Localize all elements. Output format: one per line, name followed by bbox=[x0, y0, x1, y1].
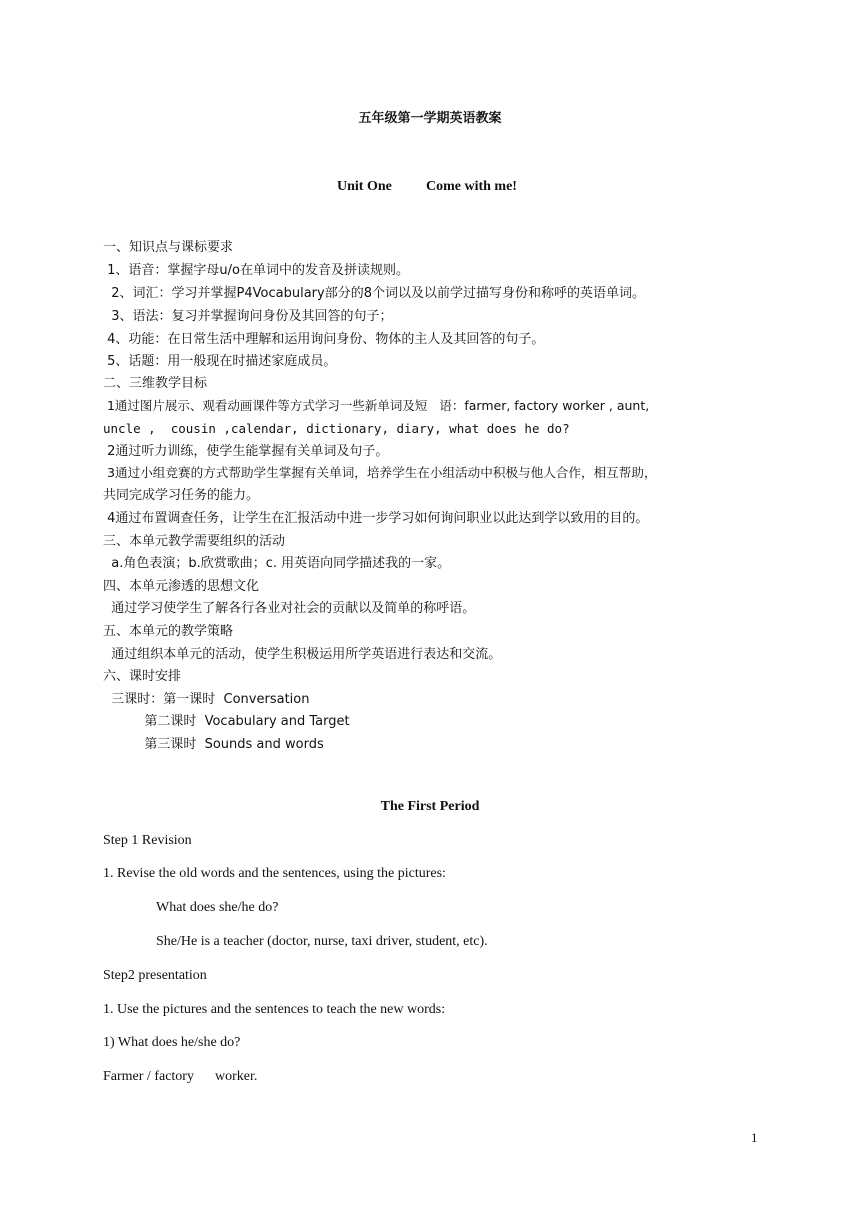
section-2-goal-3: 3通过小组竞赛的方式帮助学生掌握有关单词，培养学生在小组活动中积极与他人合作，相互帮助， bbox=[103, 465, 657, 480]
step-1-heading: Step 1 Revision bbox=[103, 833, 192, 848]
sample-answer: She/He is a teacher (doctor, nurse, taxi driver, student, etc). bbox=[156, 934, 488, 949]
section-4-heading: 四、本单元渗透的思想文化 bbox=[103, 579, 260, 594]
section-1-item: 2、词汇：学习并掌握P4Vocabulary部分的8个词以及以前学过描写身份和称呼的英语单词。 bbox=[103, 286, 645, 301]
section-1-item: 4、功能：在日常生活中理解和运用询问身份、物体的主人及其回答的句子。 bbox=[103, 332, 545, 347]
section-4-body: 通过学习使学生了解各行各业对社会的贡献以及简单的称呼语。 bbox=[103, 601, 476, 616]
document-title: 五年级第一学期英语教案 bbox=[358, 111, 502, 126]
section-2-goal-1-cont: uncle , cousin ,calendar, dictionary, diary, what does he do? bbox=[103, 421, 570, 436]
section-2-goal-2: 2通过听力训练，使学生能掌握有关单词及句子。 bbox=[103, 444, 389, 459]
sample-question: What does she/he do? bbox=[156, 900, 279, 915]
section-3-body: a.角色表演；b.欣赏歌曲；c. 用英语向同学描述我的一家。 bbox=[103, 556, 451, 571]
section-1-item: 5、话题：用一般现在时描述家庭成员。 bbox=[103, 354, 337, 369]
unit-name: Come with me! bbox=[426, 179, 517, 194]
page-number: 1 bbox=[751, 1130, 758, 1145]
section-6-heading: 六、课时安排 bbox=[103, 669, 182, 684]
period-heading: The First Period bbox=[380, 799, 480, 814]
new-words-line: Farmer / factory worker. bbox=[103, 1069, 258, 1084]
step-2-item: 1. Use the pictures and the sentences to teach the new words: bbox=[103, 1002, 446, 1017]
schedule-line: 第二课时 Vocabulary and Target bbox=[103, 714, 350, 729]
schedule-line: 三课时：第一课时 Conversation bbox=[103, 692, 310, 707]
step-2-heading: Step2 presentation bbox=[103, 968, 207, 983]
section-1-heading: 一、知识点与课标要求 bbox=[103, 240, 234, 255]
section-2-heading: 二、三维教学目标 bbox=[103, 376, 208, 391]
section-2-goal-1: 1通过图片展示、观看动画课件等方式学习一些新单词及短 语：farmer, factory worker , aunt, bbox=[103, 398, 650, 413]
section-5-body: 通过组织本单元的活动，使学生积极运用所学英语进行表达和交流。 bbox=[103, 647, 502, 662]
unit-label: Unit One bbox=[337, 179, 392, 194]
section-1-item: 3、语法：复习并掌握询问身份及其回答的句子； bbox=[103, 309, 393, 324]
step-1-item: 1. Revise the old words and the sentences, using the pictures: bbox=[103, 866, 446, 881]
section-2-goal-3-cont: 共同完成学习任务的能力。 bbox=[103, 488, 260, 503]
step-2-subitem: 1) What does he/she do? bbox=[103, 1035, 241, 1050]
section-1-item: 1、语音：掌握字母u/o在单词中的发音及拼读规则。 bbox=[103, 263, 409, 278]
section-2-goal-4: 4通过布置调查任务，让学生在汇报活动中进一步学习如何询问职业以此达到学以致用的目的。 bbox=[103, 511, 649, 526]
section-5-heading: 五、本单元的教学策略 bbox=[103, 624, 234, 639]
section-3-heading: 三、本单元教学需要组织的活动 bbox=[103, 534, 286, 549]
schedule-line: 第三课时 Sounds and words bbox=[103, 737, 324, 752]
